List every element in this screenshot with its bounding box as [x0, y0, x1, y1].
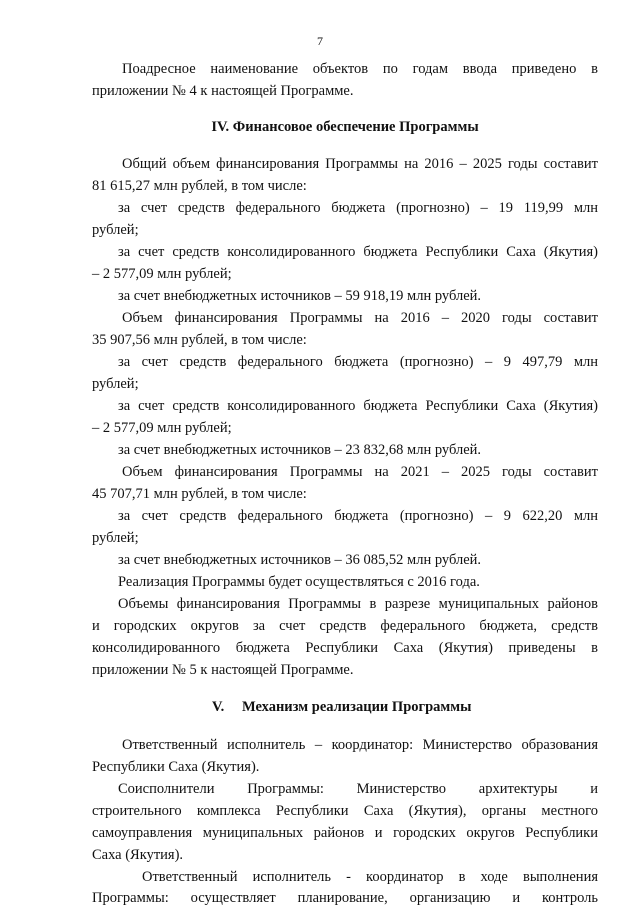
fin-line-14: за счет внебюджетных источников – 23 832,68 млн рублей. — [118, 442, 482, 458]
mech-line-1: Ответственный исполнитель – координатор: Министерство образования — [122, 737, 598, 753]
fin-line-18: рублей; — [92, 530, 139, 546]
section-4-heading: IV. Финансовое обеспечение Программы — [211, 119, 479, 135]
fin-line-5: за счет средств консолидированного бюджета Республики Саха (Якутия) — [118, 244, 598, 260]
fin-line-6: – 2 577,09 млн рублей; — [92, 266, 232, 282]
intro-line-1: Поадресное наименование объектов по годам ввода приведено в — [122, 61, 598, 77]
intro-line-2: приложении № 4 к настоящей Программе. — [92, 83, 354, 99]
page-number: 7 — [317, 34, 323, 48]
fin-line-24: приложении № 5 к настоящей Программе. — [92, 662, 354, 678]
section-5-heading — [212, 696, 471, 718]
fin-line-22: и городских округов за счет средств федерального бюджета, средств — [92, 618, 598, 634]
mech-line-2: Республики Саха (Якутия). — [92, 759, 260, 775]
fin-line-8: Объем финансирования Программы на 2016 – 2020 годы составит — [122, 310, 598, 326]
fin-line-1: Общий объем финансирования Программы на 2016 – 2025 годы составит — [122, 156, 598, 172]
mech-line-5: самоуправления муниципальных районов и городских округов Республики — [92, 825, 598, 841]
fin-line-19: за счет внебюджетных источников – 36 085,52 млн рублей. — [118, 552, 482, 568]
fin-line-10: за счет средств федерального бюджета (прогнозно) – 9 497,79 млн — [118, 354, 598, 370]
fin-line-17: за счет средств федерального бюджета (прогнозно) – 9 622,20 млн — [118, 508, 598, 524]
fin-line-12: за счет средств консолидированного бюджета Республики Саха (Якутия) — [118, 398, 598, 414]
fin-line-9: 35 907,56 млн рублей, в том числе: — [92, 332, 307, 348]
fin-line-11: рублей; — [92, 376, 139, 392]
mech-line-6: Саха (Якутия). — [92, 847, 184, 863]
mech-line-7: Ответственный исполнитель - координатор в ходе выполнения — [142, 869, 598, 885]
fin-line-2: 81 615,27 млн рублей, в том числе: — [92, 178, 307, 194]
fin-line-4: рублей; — [92, 222, 139, 238]
section-5-title: Механизм реализации Программы — [242, 699, 472, 715]
fin-line-16: 45 707,71 млн рублей, в том числе: — [92, 486, 307, 502]
fin-line-15: Объем финансирования Программы на 2021 – 2025 годы составит — [122, 464, 598, 480]
mech-line-4: строительного комплекса Республики Саха (Якутия), органы местного — [92, 803, 598, 819]
mech-line-3: Соисполнители Программы: Министерство архитектуры и — [118, 781, 598, 797]
fin-line-7: за счет внебюджетных источников – 59 918,19 млн рублей. — [118, 288, 482, 304]
fin-line-21: Объемы финансирования Программы в разрезе муниципальных районов — [118, 596, 598, 612]
fin-line-20: Реализация Программы будет осуществляться с 2016 года. — [118, 574, 480, 590]
fin-line-13: – 2 577,09 млн рублей; — [92, 420, 232, 436]
section-5-number: V. — [212, 699, 225, 715]
fin-line-3: за счет средств федерального бюджета (прогнозно) – 19 119,99 млн — [118, 200, 598, 216]
fin-line-23: консолидированного бюджета Республики Саха (Якутия) приведены в — [92, 640, 598, 656]
mech-line-8: Программы: осуществляет планирование, организацию и контроль — [92, 890, 598, 906]
